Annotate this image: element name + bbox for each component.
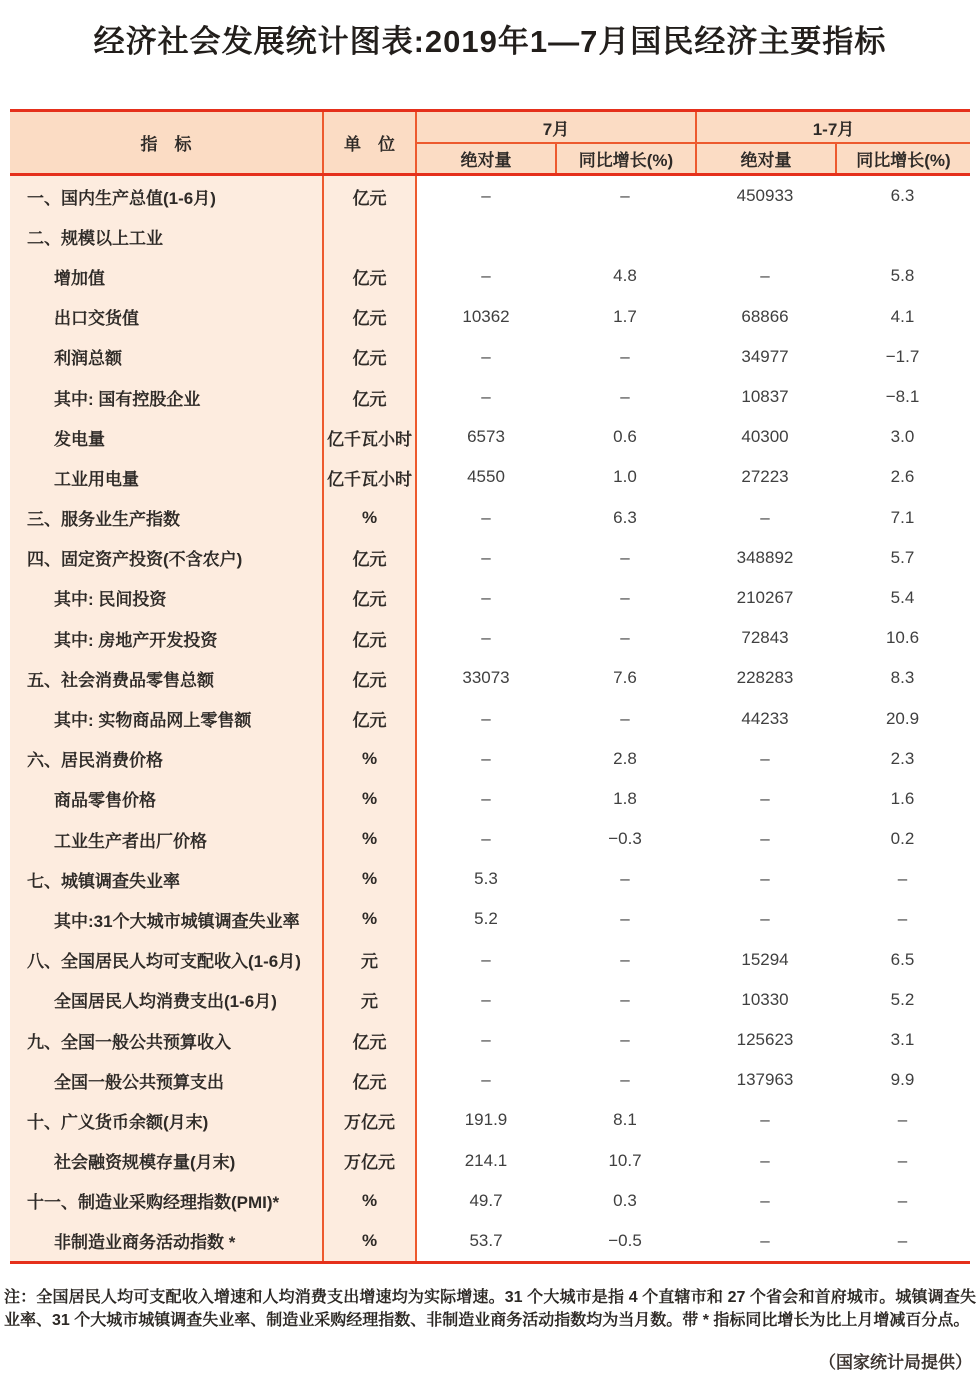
july-yoy-cell: – bbox=[620, 989, 630, 1009]
indicator-label: 三、服务业生产指数 bbox=[10, 498, 322, 538]
table-row bbox=[10, 1100, 970, 1140]
cum-yoy-cell: 4.1 bbox=[890, 306, 915, 326]
july-absolute-cell bbox=[417, 216, 555, 256]
cum-absolute-cell: – bbox=[760, 788, 770, 808]
table-row bbox=[10, 297, 970, 337]
july-absolute-cell: – bbox=[481, 587, 491, 607]
july-yoy-cell: – bbox=[620, 949, 630, 969]
cum-absolute-cell: 27223 bbox=[741, 467, 789, 487]
july-absolute-cell: – bbox=[481, 387, 491, 407]
cum-yoy-cell: 8.3 bbox=[890, 668, 915, 688]
july-yoy-cell: 4.8 bbox=[613, 266, 637, 286]
unit-cell: % bbox=[322, 899, 417, 939]
page-title: 经济社会发展统计图表:2019年1—7月国民经济主要指标 bbox=[93, 24, 887, 59]
indicator-label: 其中: 国有控股企业 bbox=[10, 377, 322, 417]
indicator-label: 八、全国居民人均可支配收入(1-6月) bbox=[10, 940, 322, 980]
unit-cell: % bbox=[322, 1181, 417, 1221]
cum-yoy-cell: 6.3 bbox=[890, 186, 915, 206]
july-yoy-cell: 10.7 bbox=[608, 1150, 642, 1170]
table-row bbox=[10, 538, 970, 578]
indicator-label: 非制造业商务活动指数 * bbox=[10, 1221, 322, 1261]
cum-yoy-cell: 2.6 bbox=[890, 467, 915, 487]
unit-cell bbox=[322, 216, 417, 256]
cum-yoy-cell: – bbox=[897, 1230, 908, 1250]
cum-absolute-cell: – bbox=[760, 1190, 770, 1210]
table-row bbox=[10, 457, 970, 497]
indicator-label: 出口交货值 bbox=[10, 297, 322, 337]
header-july-yoy: 同比增长(%) bbox=[555, 144, 695, 173]
july-absolute-cell: – bbox=[481, 949, 491, 969]
indicator-label: 发电量 bbox=[10, 417, 322, 457]
july-absolute-cell: – bbox=[481, 788, 491, 808]
cum-yoy-cell: 5.4 bbox=[890, 587, 915, 607]
july-yoy-cell: – bbox=[620, 547, 630, 567]
cum-absolute-cell: – bbox=[760, 748, 770, 768]
header-unit: 单 位 bbox=[322, 112, 417, 173]
indicator-label: 六、居民消费价格 bbox=[10, 739, 322, 779]
indicator-label: 工业用电量 bbox=[10, 457, 322, 497]
july-yoy-cell: – bbox=[620, 346, 630, 366]
july-yoy-cell: 8.1 bbox=[613, 1110, 637, 1130]
unit-cell: 亿千瓦小时 bbox=[322, 417, 417, 457]
table-row bbox=[10, 256, 970, 296]
july-yoy-cell: 1.7 bbox=[613, 306, 637, 326]
table-row bbox=[10, 1181, 970, 1221]
july-absolute-cell: 4550 bbox=[467, 467, 505, 487]
cum-absolute-cell: 40300 bbox=[741, 427, 789, 447]
indicator-label: 其中: 民间投资 bbox=[10, 578, 322, 618]
cum-yoy-cell: 0.2 bbox=[890, 829, 915, 849]
cum-yoy-cell: 9.9 bbox=[890, 1070, 915, 1090]
july-absolute-cell: – bbox=[481, 1070, 491, 1090]
cum-yoy-cell: – bbox=[897, 1110, 908, 1130]
unit-cell: 亿千瓦小时 bbox=[322, 457, 417, 497]
july-absolute-cell: 53.7 bbox=[469, 1230, 503, 1250]
cum-absolute-cell: 348892 bbox=[736, 547, 794, 567]
july-yoy-cell: – bbox=[620, 387, 630, 407]
unit-cell: 亿元 bbox=[322, 337, 417, 377]
table-row bbox=[10, 417, 970, 457]
cum-absolute-cell: – bbox=[760, 1110, 770, 1130]
july-absolute-cell: – bbox=[481, 507, 491, 527]
indicator-label: 二、规模以上工业 bbox=[10, 216, 322, 256]
indicator-label: 十、广义货币余额(月末) bbox=[10, 1100, 322, 1140]
cum-yoy-cell: −1.7 bbox=[885, 346, 920, 366]
cum-yoy-cell: 5.7 bbox=[890, 547, 915, 567]
cum-absolute-cell: 137963 bbox=[736, 1070, 794, 1090]
unit-cell: 万亿元 bbox=[322, 1100, 417, 1140]
july-absolute-cell: – bbox=[481, 1030, 491, 1050]
july-absolute-cell: – bbox=[481, 547, 491, 567]
cum-absolute-cell: – bbox=[760, 1150, 770, 1170]
unit-cell: 亿元 bbox=[322, 256, 417, 296]
table-row bbox=[10, 859, 970, 899]
cum-absolute-cell: 10837 bbox=[741, 387, 789, 407]
header-cum-absolute: 绝对量 bbox=[695, 144, 835, 173]
cum-yoy-cell: 6.5 bbox=[890, 949, 915, 969]
indicator-label: 一、国内生产总值(1-6月) bbox=[10, 176, 322, 216]
july-yoy-cell: 1.8 bbox=[613, 788, 637, 808]
july-absolute-cell: 5.3 bbox=[474, 869, 498, 889]
july-absolute-cell: – bbox=[481, 748, 491, 768]
table-row bbox=[10, 658, 970, 698]
table-row bbox=[10, 337, 970, 377]
cum-absolute-cell: – bbox=[760, 507, 770, 527]
table-row bbox=[10, 618, 970, 658]
cum-yoy-cell: – bbox=[897, 909, 908, 929]
july-yoy-cell: 7.6 bbox=[613, 668, 637, 688]
cum-yoy-cell: – bbox=[897, 869, 908, 889]
header-july-absolute: 绝对量 bbox=[460, 151, 512, 170]
cum-absolute-cell: 34977 bbox=[741, 346, 789, 366]
indicator-label: 商品零售价格 bbox=[10, 779, 322, 819]
cum-absolute-cell: 68866 bbox=[741, 306, 789, 326]
july-absolute-cell: – bbox=[481, 266, 491, 286]
cum-absolute-cell: 15294 bbox=[741, 949, 789, 969]
july-absolute-cell: – bbox=[481, 989, 491, 1009]
table-row bbox=[10, 698, 970, 738]
unit-cell: 万亿元 bbox=[322, 1141, 417, 1181]
cum-yoy-cell: 3.0 bbox=[890, 427, 915, 447]
cum-absolute-cell: 72843 bbox=[741, 628, 789, 648]
indicator-label: 利润总额 bbox=[10, 337, 322, 377]
july-yoy-cell: 6.3 bbox=[613, 507, 637, 527]
cum-absolute-cell bbox=[695, 216, 835, 256]
july-yoy-cell: −0.3 bbox=[608, 829, 642, 849]
table-row bbox=[10, 899, 970, 939]
july-absolute-cell: 214.1 bbox=[464, 1150, 508, 1170]
july-absolute-cell: 6573 bbox=[467, 427, 505, 447]
july-yoy-cell: −0.5 bbox=[608, 1230, 642, 1250]
table-row bbox=[10, 779, 970, 819]
header-indicator: 指 标 bbox=[140, 135, 192, 154]
july-yoy-cell: 1.0 bbox=[613, 467, 637, 487]
cum-yoy-cell: – bbox=[897, 1150, 908, 1170]
table-row bbox=[10, 1141, 970, 1181]
table-row bbox=[10, 1020, 970, 1060]
july-yoy-cell: – bbox=[620, 1070, 630, 1090]
indicator-label: 增加值 bbox=[10, 256, 322, 296]
indicators-table bbox=[10, 109, 970, 1264]
table-row bbox=[10, 216, 970, 256]
cum-yoy-cell: 10.6 bbox=[885, 628, 920, 648]
unit-cell: 亿元 bbox=[322, 538, 417, 578]
cum-yoy-cell: – bbox=[897, 1190, 908, 1210]
unit-cell: 亿元 bbox=[322, 1060, 417, 1100]
cum-yoy-cell: 2.3 bbox=[890, 748, 915, 768]
table-row bbox=[10, 1221, 970, 1261]
unit-cell: 亿元 bbox=[322, 1020, 417, 1060]
unit-cell: 亿元 bbox=[322, 176, 417, 216]
unit-cell: 元 bbox=[322, 980, 417, 1020]
table-row bbox=[10, 377, 970, 417]
july-absolute-cell: 5.2 bbox=[474, 909, 498, 929]
july-yoy-cell: – bbox=[620, 186, 630, 206]
cum-yoy-cell: 7.1 bbox=[890, 507, 915, 527]
cum-absolute-cell: 44233 bbox=[741, 708, 789, 728]
indicator-label: 全国居民人均消费支出(1-6月) bbox=[10, 980, 322, 1020]
cum-absolute-cell: – bbox=[760, 869, 770, 889]
table-row bbox=[10, 578, 970, 618]
unit-cell: 亿元 bbox=[322, 377, 417, 417]
july-yoy-cell: 0.3 bbox=[613, 1190, 637, 1210]
cum-absolute-cell: 125623 bbox=[736, 1030, 794, 1050]
unit-cell: % bbox=[322, 498, 417, 538]
july-absolute-cell: – bbox=[481, 829, 491, 849]
cum-absolute-cell: – bbox=[760, 909, 770, 929]
unit-cell: % bbox=[322, 819, 417, 859]
unit-cell: 亿元 bbox=[322, 698, 417, 738]
table-row bbox=[10, 980, 970, 1020]
source-attribution: （国家统计局提供） bbox=[819, 1353, 972, 1373]
july-absolute-cell: 10362 bbox=[462, 306, 510, 326]
cum-absolute-cell: – bbox=[760, 829, 770, 849]
july-absolute-cell: 49.7 bbox=[469, 1190, 503, 1210]
july-yoy-cell: – bbox=[620, 708, 630, 728]
cum-absolute-cell: 10330 bbox=[741, 989, 789, 1009]
unit-cell: 元 bbox=[322, 940, 417, 980]
july-absolute-cell: – bbox=[481, 708, 491, 728]
table-header bbox=[10, 112, 970, 176]
indicator-label: 全国一般公共预算支出 bbox=[10, 1060, 322, 1100]
table-body bbox=[10, 176, 970, 1261]
unit-cell: 亿元 bbox=[322, 297, 417, 337]
cum-yoy-cell bbox=[835, 216, 970, 256]
cum-yoy-cell: −8.1 bbox=[885, 387, 920, 407]
cum-yoy-cell: 5.2 bbox=[890, 989, 915, 1009]
cum-absolute-cell: – bbox=[760, 1230, 770, 1250]
july-absolute-cell: – bbox=[481, 186, 491, 206]
july-yoy-cell: – bbox=[620, 628, 630, 648]
cum-yoy-cell: 1.6 bbox=[890, 788, 915, 808]
unit-cell: % bbox=[322, 739, 417, 779]
july-yoy-cell: – bbox=[620, 1030, 630, 1050]
july-absolute-cell: – bbox=[481, 628, 491, 648]
july-yoy-cell: 0.6 bbox=[613, 427, 637, 447]
table-row bbox=[10, 739, 970, 779]
cum-absolute-cell: 210267 bbox=[736, 587, 794, 607]
table-row bbox=[10, 498, 970, 538]
cum-yoy-cell: 5.8 bbox=[890, 266, 915, 286]
cum-yoy-cell: 3.1 bbox=[890, 1030, 915, 1050]
july-yoy-cell: – bbox=[620, 869, 630, 889]
indicator-label: 四、固定资产投资(不含农户) bbox=[10, 538, 322, 578]
indicator-label: 社会融资规模存量(月末) bbox=[10, 1141, 322, 1181]
indicator-label: 七、城镇调查失业率 bbox=[10, 859, 322, 899]
footnote: 注：全国居民人均可支配收入增速和人均消费支出增速均为实际增速。31 个大城市是指 4 个直辖市和 27 个省会和首府城市。城镇调查失业率、31 个大城市城镇调查失业率、制造业采购经理指数、非制造业商务活动指数均为当月数。带 * 指标同比增长为比上月增减百分点。 bbox=[4, 1289, 976, 1330]
unit-cell: 亿元 bbox=[322, 658, 417, 698]
unit-cell: 亿元 bbox=[322, 578, 417, 618]
header-group-july: 7月 bbox=[417, 112, 695, 144]
cum-absolute-cell: 228283 bbox=[736, 668, 794, 688]
table-row bbox=[10, 819, 970, 859]
indicator-label: 其中: 房地产开发投资 bbox=[10, 618, 322, 658]
cum-absolute-cell: 450933 bbox=[736, 186, 794, 206]
header-cum-yoy: 同比增长(%) bbox=[835, 144, 970, 173]
july-absolute-cell: 33073 bbox=[462, 668, 510, 688]
indicator-label: 其中:31个大城市城镇调查失业率 bbox=[10, 899, 322, 939]
july-absolute-cell: 191.9 bbox=[464, 1110, 508, 1130]
indicator-label: 其中: 实物商品网上零售额 bbox=[10, 698, 322, 738]
july-yoy-cell: – bbox=[620, 909, 630, 929]
july-absolute-cell: – bbox=[481, 346, 491, 366]
july-yoy-cell: 2.8 bbox=[613, 748, 637, 768]
unit-cell: % bbox=[322, 1221, 417, 1261]
indicator-label: 十一、制造业采购经理指数(PMI)* bbox=[10, 1181, 322, 1221]
indicator-label: 五、社会消费品零售总额 bbox=[10, 658, 322, 698]
cum-absolute-cell: – bbox=[760, 266, 770, 286]
indicator-label: 九、全国一般公共预算收入 bbox=[10, 1020, 322, 1060]
unit-cell: 亿元 bbox=[322, 618, 417, 658]
july-yoy-cell: – bbox=[620, 587, 630, 607]
table-row bbox=[10, 940, 970, 980]
table-row bbox=[10, 176, 970, 216]
unit-cell: % bbox=[322, 859, 417, 899]
indicator-label: 工业生产者出厂价格 bbox=[10, 819, 322, 859]
cum-yoy-cell: 20.9 bbox=[885, 708, 920, 728]
header-group-jan-jul: 1-7月 bbox=[695, 112, 970, 144]
july-yoy-cell bbox=[555, 216, 695, 256]
unit-cell: % bbox=[322, 779, 417, 819]
table-row bbox=[10, 1060, 970, 1100]
